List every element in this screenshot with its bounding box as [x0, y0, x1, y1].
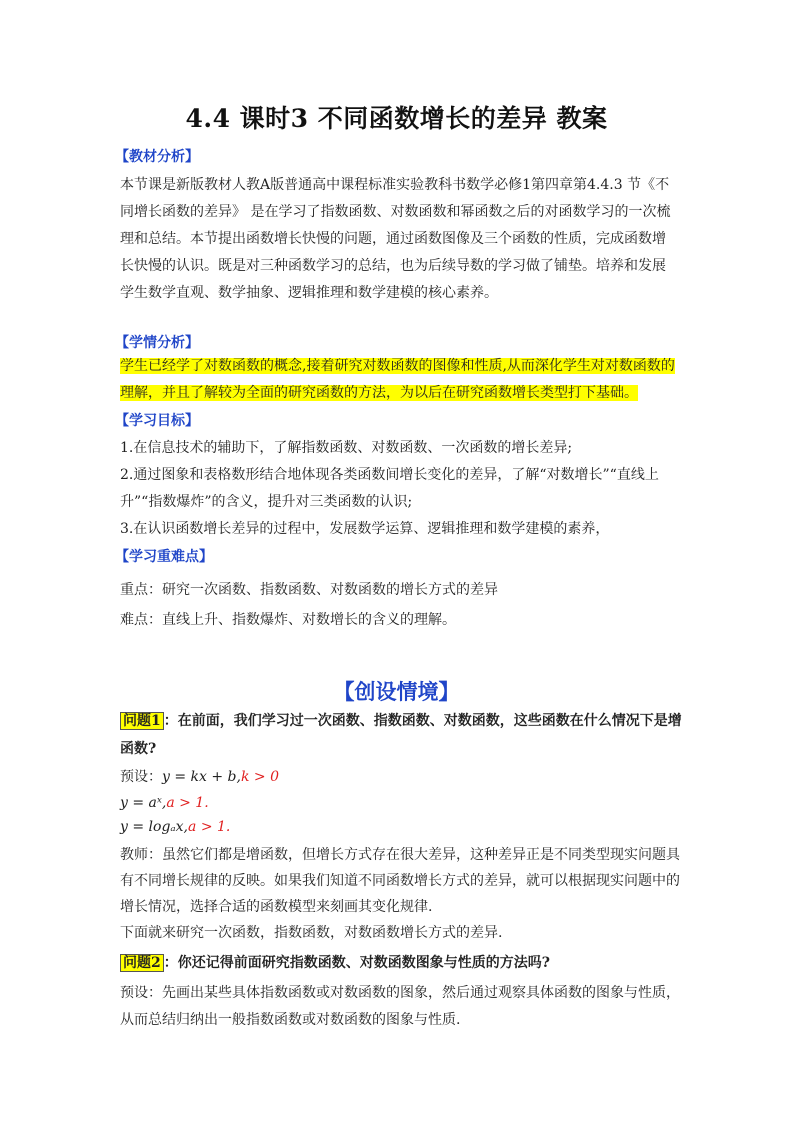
student-analysis-line2: 理解，并且了解较为全面的研究函数的方法，为以后在研究函数增长类型打下基础。: [120, 385, 638, 401]
doc-title: 4.4 课时3 不同函数增长的差异 教案: [185, 104, 608, 133]
teacher-line-1: 教师：虽然它们都是增函数，但增长方式存在很大差异，这种差异正是不同类型现实问题具: [120, 847, 680, 863]
scene-heading: 【创设情境】: [333, 679, 460, 704]
student-analysis-line1: 学生已经学了对数函数的概念,接着研究对数函数的图像和性质,从而深化学生对对数函数的: [120, 358, 675, 374]
formula-exponential: y = aˣ,: [120, 795, 167, 811]
question-2-label: 问题2: [120, 954, 164, 972]
heading-textbook-analysis: 【教材分析】: [115, 149, 199, 165]
preset-formula-3: [120, 815, 230, 839]
goal-item-3: 3.在认识函数增长差异的过程中，发展数学运算、逻辑推理和数学建模的素养，: [120, 521, 610, 537]
formula-linear: y = kx + b,: [162, 769, 241, 785]
formula-logarithmic: y = logₐx,: [120, 819, 189, 835]
preset-label: 预设：: [120, 769, 162, 785]
question-1-text-a: ：在前面，我们学习过一次函数、指数函数、对数函数，这些函数在什么情况下是增: [163, 713, 682, 729]
question-1-text-b: 函数?: [120, 741, 157, 757]
heading-learning-goals: 【学习目标】: [115, 413, 199, 429]
preset-formula-1: [120, 765, 279, 789]
question-2: [120, 951, 550, 975]
teacher-line-4: 下面就来研究一次函数，指数函数，对数函数增长方式的差异.: [120, 925, 503, 941]
textbook-analysis-text: 本节课是新版教材人教A版普通高中课程标准实验教科书数学必修1第四章第4.4.3 节《不同增长函数的差异》 是在学习了指数函数、对数函数和幂函数之后的对函数学习的一次梳理和总结。本节提出函数增长快慢的问题，通过函数图像及三个函数的性质，完成函数增长快慢的认识。既是对三种函数学习的总结，也为后续导数的学习做了铺垫。培养和发展学生数学直观、数学抽象、逻辑推理和数学建模的核心素养。: [120, 177, 671, 301]
heading-student-analysis: 【学情分析】: [115, 335, 199, 351]
heading-key-difficult-points: 【学习重难点】: [115, 549, 213, 565]
key-point-text: 重点：研究一次函数、指数函数、对数函数的增长方式的差异: [120, 582, 498, 598]
goal-item-2b: 升”“指数爆炸”的含义，提升对三类函数的认识;: [120, 494, 413, 510]
question-1: [120, 709, 682, 733]
question-2-preset-2: 从而总结归纳出一般指数函数或对数函数的图象与性质.: [120, 1012, 461, 1028]
teacher-line-2: 有不同增长规律的反映。如果我们知道不同函数增长方式的差异，就可以根据现实问题中的: [120, 873, 680, 889]
condition-k: k > 0: [240, 769, 279, 785]
question-1-label: 问题1: [120, 712, 164, 730]
question-2-preset-1: 预设：先画出某些具体指数函数或对数函数的图象，然后通过观察具体函数的图象与性质，: [120, 985, 680, 1001]
condition-a-exp: a > 1.: [166, 795, 209, 811]
condition-a-log: a > 1.: [188, 819, 231, 835]
teacher-line-3: 增长情况，选择合适的函数模型来刻画其变化规律.: [120, 899, 433, 915]
preset-formula-2: [120, 791, 209, 815]
question-2-text: ：你还记得前面研究指数函数、对数函数图象与性质的方法吗?: [163, 955, 550, 971]
difficult-point-text: 难点：直线上升、指数爆炸、对数增长的含义的理解。: [120, 612, 456, 628]
goal-item-1: 1.在信息技术的辅助下，了解指数函数、对数函数、一次函数的增长差异;: [120, 440, 573, 456]
goal-item-2a: 2.通过图象和表格数形结合地体现各类函数间增长变化的差异，了解“对数增长”“直线上: [120, 467, 659, 483]
